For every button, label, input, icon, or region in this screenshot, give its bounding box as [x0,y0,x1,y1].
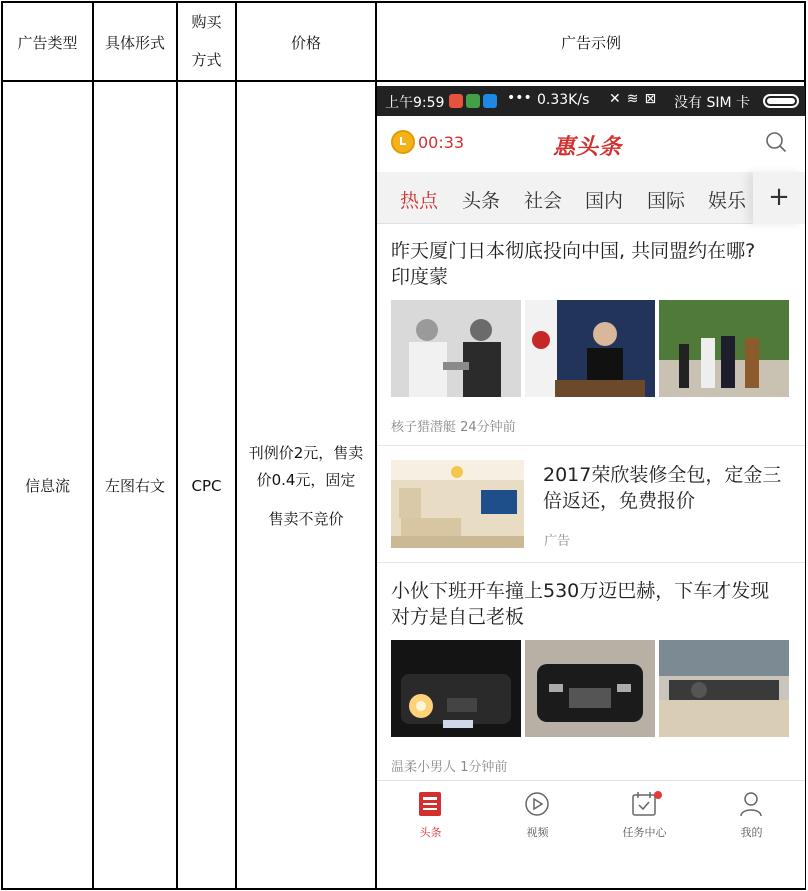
row-buy-method: CPC [191,477,222,495]
nav-video[interactable] [484,781,591,851]
column-divider [92,1,94,890]
nav-label: 视频 [526,826,549,839]
nav-label: 任务中心 [622,826,667,839]
notification-dot [654,791,662,799]
news-thumbnail [659,300,789,397]
tab-headlines[interactable]: 头条 [462,190,501,212]
app-icon [449,94,463,108]
row-price-line1: 刊例价2元，售卖 [248,444,364,462]
news-thumbnail [391,300,521,397]
nav-label: 我的 [740,826,763,839]
tab-international[interactable]: 国际 [647,190,686,212]
feed-divider [377,562,805,563]
news-meta: 温柔小男人 1分钟前 [391,760,508,775]
network-speed: 0.33K/s [537,92,590,108]
photo-living-room [391,460,524,548]
photo-speech [525,300,655,397]
row-price-line2: 价0.4元，固定 [256,471,356,489]
news-title-line: 昨天厦门日本彻底投向中国, 共同盟约在哪? [391,240,756,262]
app-icon [466,94,480,108]
header-ad-type: 广告类型 [17,34,78,52]
status-bar [377,86,805,116]
reading-timer[interactable]: 00:33 [418,133,465,152]
add-tab-button[interactable]: + [753,172,805,224]
header-buy-method-line1: 购买 [191,13,222,31]
category-tabs [377,172,805,224]
photo-handshake [391,300,521,397]
play-icon [525,791,549,817]
header-buy-method-line2: 方式 [191,51,222,69]
photo-car-front [525,640,655,737]
news-thumbnail [391,640,521,737]
nav-headlines[interactable] [377,781,484,851]
row-price-line3: 售卖不竞价 [268,510,344,528]
status-time: 上午9:59 [385,95,445,111]
column-divider [176,1,178,890]
user-icon [739,791,763,817]
photo-car-interior [659,640,789,737]
mute-icon: ✕ [609,91,627,107]
search-icon[interactable] [765,131,787,153]
more-notifications-icon: ••• [507,90,532,106]
alarm-clock-icon[interactable] [391,130,415,154]
bottom-nav [377,780,805,850]
header-price: 价格 [290,34,321,52]
news-thumbnail [525,300,655,397]
ad-thumbnail [391,460,524,548]
tab-hot[interactable]: 热点 [400,190,439,212]
nav-task-center[interactable] [591,781,698,851]
app-icon [483,94,497,108]
task-calendar-icon [632,791,662,817]
photo-car-night [391,640,521,737]
ad-label: 广告 [544,534,571,549]
notification-icons [449,94,497,108]
feed-divider [377,445,805,446]
app-logo: 惠头条 [553,135,623,160]
header-example: 广告示例 [560,34,621,52]
news-thumbnail [659,640,789,737]
app-bar [377,116,805,172]
news-meta: 核子猎潜艇 24分钟前 [391,420,516,435]
tab-entertainment[interactable]: 娱乐 [708,190,747,212]
tab-society[interactable]: 社会 [524,190,563,212]
ad-title-line: 倍返还，免费报价 [543,490,696,512]
news-title-line: 小伙下班开车撞上530万迈巴赫，下车才发现 [391,580,770,602]
sim-status: 没有 SIM 卡 [674,95,750,111]
tab-domestic[interactable]: 国内 [585,190,624,212]
header-divider [1,80,806,82]
status-icons [609,91,662,107]
photo-group-walk [659,300,789,397]
row-form: 左图右文 [104,477,165,495]
header-form: 具体形式 [104,34,165,52]
phone-screenshot [377,86,805,888]
news-thumbnail [525,640,655,737]
nav-profile[interactable] [698,781,805,851]
ad-title-line: 2017荣欣装修全包，定金三 [543,464,782,486]
row-ad-type: 信息流 [24,477,70,495]
sim-slot-icon: ⊠ [644,91,663,107]
newspaper-icon [418,791,442,817]
battery-icon [763,94,799,108]
wifi-icon: ≋ [626,91,645,107]
news-title-line: 印度蒙 [391,266,449,288]
nav-label: 头条 [419,826,442,839]
news-title-line: 对方是自己老板 [391,606,525,628]
